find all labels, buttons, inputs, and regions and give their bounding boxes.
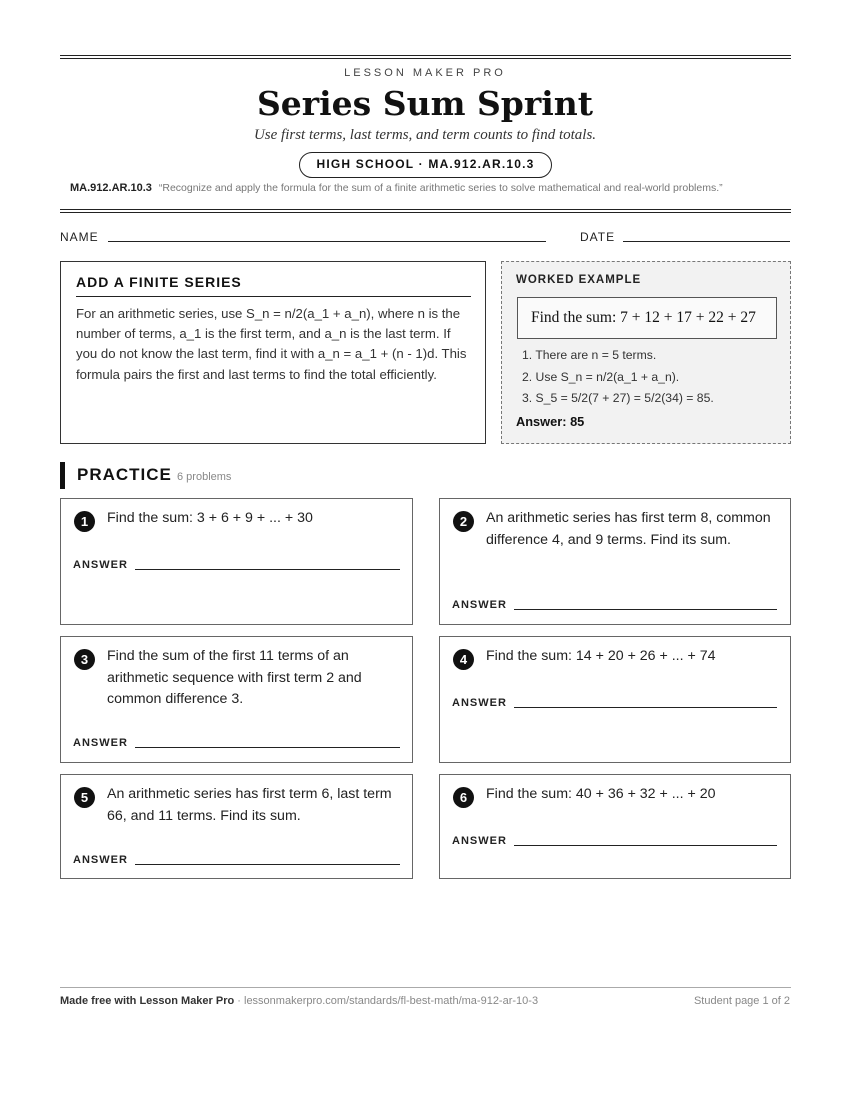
footer-rule bbox=[60, 987, 791, 988]
header-bottom-rule-inner bbox=[60, 212, 791, 213]
answer-label: ANSWER bbox=[452, 697, 507, 709]
problem-number-badge: 4 bbox=[453, 649, 474, 670]
worked-example-steps bbox=[522, 345, 787, 410]
problem-text: Find the sum: 40 + 36 + 32 + ... + 20 bbox=[486, 786, 716, 802]
intro-heading: ADD A FINITE SERIES bbox=[76, 274, 471, 297]
problem-text: An arithmetic series has first term 8, common difference 4, and 9 terms. Find its sum. bbox=[486, 510, 771, 548]
standard-text: “Recognize and apply the formula for the sum of a finite arithmetic series to solve mathematical and real-world problems.” bbox=[158, 182, 723, 194]
problem-number-badge: 3 bbox=[74, 649, 95, 670]
header-bottom-rule bbox=[60, 209, 791, 210]
problem-number-badge: 5 bbox=[74, 787, 95, 808]
answer-label: ANSWER bbox=[73, 737, 128, 749]
worked-example-step: 2. Use S_n = n/2(a_1 + a_n). bbox=[522, 369, 680, 384]
problem-text: Find the sum of the first 11 terms of an arithmetic sequence with first term 2 and common difference 3. bbox=[107, 648, 362, 707]
worked-example-problem: Find the sum: 7 + 12 + 17 + 22 + 27 bbox=[517, 297, 777, 339]
practice-count: 6 problems bbox=[177, 471, 232, 483]
answer-line[interactable] bbox=[135, 569, 400, 570]
worked-example-answer bbox=[516, 414, 584, 429]
answer-line[interactable] bbox=[514, 609, 777, 610]
problem-number-badge: 6 bbox=[453, 787, 474, 808]
problem-card-5 bbox=[60, 774, 413, 879]
worked-example-answer-value: 85 bbox=[570, 414, 585, 429]
footer-url[interactable]: · lessonmakerpro.com/standards/fl-best-math/ma-912-ar-10-3 bbox=[234, 995, 539, 1007]
problem-text: Find the sum: 14 + 20 + 26 + ... + 74 bbox=[486, 648, 716, 664]
date-label: DATE bbox=[580, 230, 616, 244]
practice-title: PRACTICE bbox=[77, 465, 172, 484]
page-title: Series Sum Sprint bbox=[256, 84, 594, 123]
problem-card-6 bbox=[439, 774, 791, 879]
problem-text: Find the sum: 3 + 6 + 9 + ... + 30 bbox=[107, 510, 313, 526]
answer-line[interactable] bbox=[135, 747, 400, 748]
name-field-line[interactable] bbox=[108, 241, 546, 242]
standard-line bbox=[70, 182, 790, 194]
worked-example-step: 3. S_5 = 5/2(7 + 27) = 5/2(34) = 85. bbox=[522, 391, 714, 405]
worked-example-panel bbox=[501, 261, 791, 444]
practice-accent-bar bbox=[60, 462, 65, 489]
level-badge: HIGH SCHOOL · MA.912.AR.10.3 bbox=[299, 152, 552, 178]
footer-credit bbox=[60, 995, 538, 1007]
answer-line[interactable] bbox=[514, 707, 777, 708]
date-field-line[interactable] bbox=[623, 241, 790, 242]
brand-name: LESSON MAKER PRO bbox=[344, 67, 506, 79]
problem-text: An arithmetic series has first term 6, last term 66, and 11 terms. Find its sum. bbox=[107, 786, 392, 824]
intro-panel bbox=[60, 261, 486, 444]
worked-example-heading: WORKED EXAMPLE bbox=[516, 274, 642, 286]
intro-body: For an arithmetic series, use S_n = n/2(a_1 + a_n), where n is the number of terms, a_1 is the first term, and a_n is the last term. If you do not know the last term, find it with a_n = a_1 + (n - 1)d. This formula pairs the first and last terms to find the total efficiently. bbox=[76, 306, 467, 382]
header-top-rule-inner bbox=[60, 58, 791, 59]
answer-label: ANSWER bbox=[73, 854, 128, 866]
problem-number-badge: 1 bbox=[74, 511, 95, 532]
answer-label: ANSWER bbox=[73, 559, 128, 571]
problem-number-badge: 2 bbox=[453, 511, 474, 532]
problem-card-4 bbox=[439, 636, 791, 763]
page-subtitle: Use first terms, last terms, and term counts to find totals. bbox=[253, 127, 597, 143]
answer-line[interactable] bbox=[514, 845, 777, 846]
answer-line[interactable] bbox=[135, 864, 400, 865]
footer-made-with: Made free with Lesson Maker Pro bbox=[60, 995, 235, 1007]
answer-label: ANSWER bbox=[452, 835, 507, 847]
footer-page-number: Student page 1 of 2 bbox=[693, 995, 790, 1007]
worked-example-step: 1. There are n = 5 terms. bbox=[522, 348, 657, 362]
standard-code: MA.912.AR.10.3 bbox=[70, 182, 152, 194]
problem-card-1 bbox=[60, 498, 413, 625]
answer-label: ANSWER bbox=[452, 599, 507, 611]
name-label: NAME bbox=[60, 230, 99, 244]
header-top-rule bbox=[60, 55, 791, 56]
problem-card-3 bbox=[60, 636, 413, 763]
problem-card-2 bbox=[439, 498, 791, 625]
worked-example-answer-label: Answer: bbox=[516, 414, 567, 429]
